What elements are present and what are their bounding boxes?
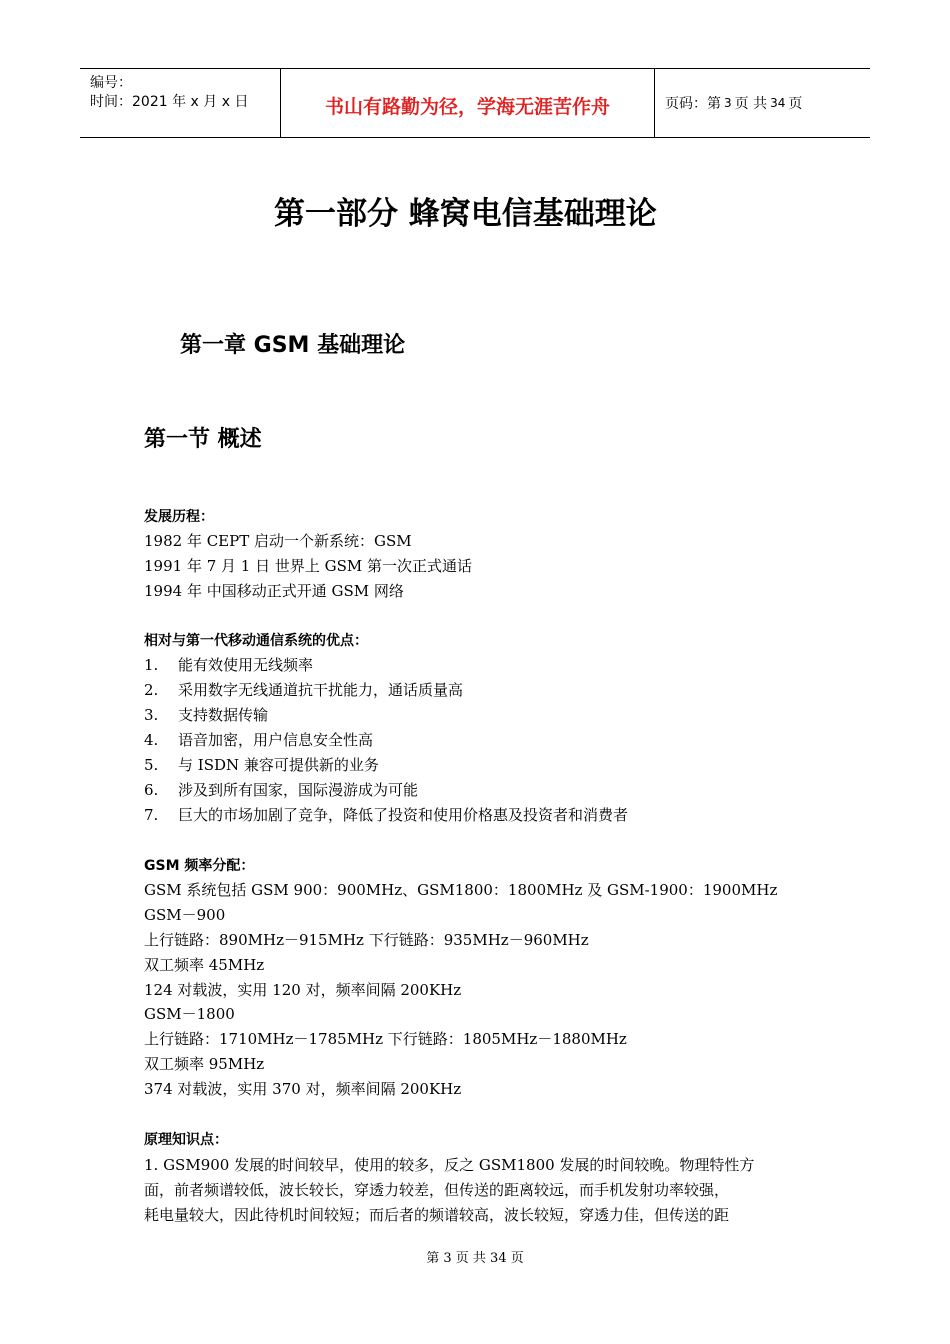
history-line: 1994 年 中国移动正式开通 GSM 网络 xyxy=(144,582,404,600)
page-label-mid: 页 共 xyxy=(734,96,768,112)
page-current-number: 3 xyxy=(724,96,732,110)
page-header-table xyxy=(80,68,870,138)
document-time-label: 时间：2021 年 x 月 x 日 xyxy=(90,94,249,110)
principles-heading: 原理知识点： xyxy=(144,1132,228,1148)
list-number: 7. xyxy=(144,806,159,824)
frequency-heading: GSM 频率分配： xyxy=(144,858,255,874)
list-number: 6. xyxy=(144,781,159,799)
part-title: 第一部分 蜂窝电信基础理论 xyxy=(274,196,657,232)
header-page-cell xyxy=(655,69,870,137)
frequency-line: 374 对载波，实用 370 对，频率间隔 200KHz xyxy=(144,1080,462,1098)
frequency-line: GSM－900 xyxy=(144,906,226,924)
advantage-item xyxy=(144,704,268,725)
frequency-line: 上行链路：890MHz－915MHz 下行链路：935MHz－960MHz xyxy=(144,931,589,949)
history-heading: 发展历程： xyxy=(144,509,214,525)
advantage-item xyxy=(144,679,463,700)
history-line: 1991 年 7 月 1 日 世界上 GSM 第一次正式通话 xyxy=(144,557,473,575)
advantage-item xyxy=(144,779,418,800)
frequency-line: 124 对载波，实用 120 对，频率间隔 200KHz xyxy=(144,981,462,999)
advantage-item xyxy=(144,754,379,775)
list-text: 与 ISDN 兼容可提供新的业务 xyxy=(178,756,379,774)
frequency-line: 上行链路：1710MHz－1785MHz 下行链路：1805MHz－1880MHz xyxy=(144,1030,627,1048)
list-number: 2. xyxy=(144,681,159,699)
document-number-label: 编号： xyxy=(90,75,132,91)
frequency-line: GSM－1800 xyxy=(144,1005,235,1023)
list-text: 语音加密，用户信息安全性高 xyxy=(178,731,374,749)
frequency-line: 双工频率 45MHz xyxy=(144,956,265,974)
list-number: 5. xyxy=(144,756,159,774)
list-number: 4. xyxy=(144,731,159,749)
advantage-item xyxy=(144,729,373,750)
frequency-line: 双工频率 95MHz xyxy=(144,1055,265,1073)
advantages-heading: 相对与第一代移动通信系统的优点： xyxy=(144,633,368,649)
list-text: 采用数字无线通道抗干扰能力，通话质量高 xyxy=(178,681,464,699)
principles-line: 耗电量较大，因此待机时间较短；而后者的频谱较高，波长较短，穿透力佳，但传送的距 xyxy=(144,1206,730,1224)
list-text: 巨大的市场加剧了竞争，降低了投资和使用价格惠及投资者和消费者 xyxy=(178,806,629,824)
frequency-line: GSM 系统包括 GSM 900：900MHz、GSM1800：1800MHz 及 GSM-1900：1900MHz xyxy=(144,881,778,899)
advantage-item xyxy=(144,804,628,825)
list-text: 支持数据传输 xyxy=(178,706,269,724)
page-label-suffix: 页 xyxy=(788,96,803,112)
list-text: 涉及到所有国家，国际漫游成为可能 xyxy=(178,781,419,799)
header-motto: 书山有路勤为径，学海无涯苦作舟 xyxy=(324,95,610,118)
section-title: 第一节 概述 xyxy=(144,427,262,452)
page-total-number: 34 xyxy=(770,96,786,110)
advantage-item xyxy=(144,654,313,675)
history-line: 1982 年 CEPT 启动一个新系统：GSM xyxy=(144,532,412,550)
list-number: 3. xyxy=(144,706,159,724)
page-footer: 第 3 页 共 34 页 xyxy=(426,1251,524,1266)
header-motto-cell xyxy=(281,69,655,137)
list-number: 1. xyxy=(144,656,159,674)
list-text: 能有效使用无线频率 xyxy=(178,656,314,674)
page-label-prefix: 页码：第 xyxy=(665,96,721,112)
header-meta-cell xyxy=(80,69,281,137)
principles-line: 面，前者频谱较低，波长较长，穿透力较差，但传送的距离较远，而手机发射功率较强， xyxy=(144,1181,730,1199)
chapter-title: 第一章 GSM 基础理论 xyxy=(180,333,406,358)
principles-line: 1. GSM900 发展的时间较早，使用的较多，反之 GSM1800 发展的时间较晚。物理特性方 xyxy=(144,1156,755,1174)
